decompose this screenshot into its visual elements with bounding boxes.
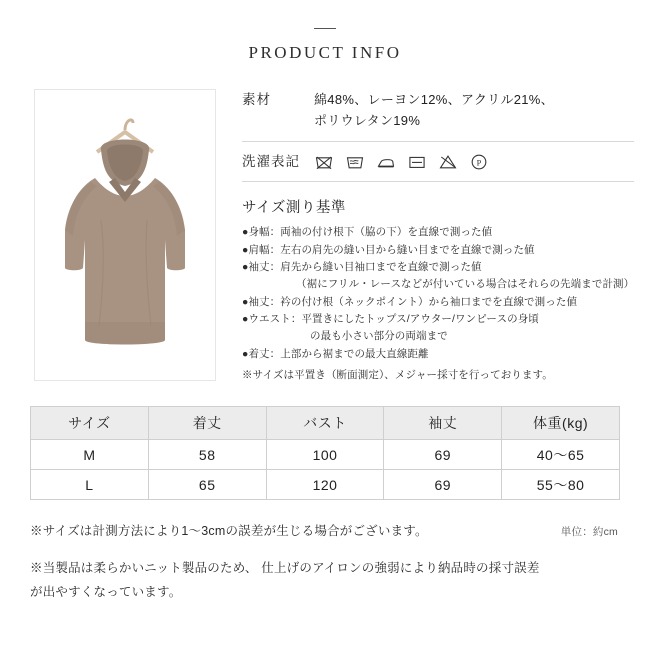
table-cell: 69 bbox=[384, 440, 502, 470]
table-cell: 65 bbox=[148, 470, 266, 500]
size-table-body bbox=[31, 440, 620, 500]
page-header bbox=[0, 0, 650, 63]
measure-guide-title: サイズ測り基準 bbox=[242, 200, 346, 217]
table-header-cell: バスト bbox=[266, 407, 384, 440]
note-knit-line1: ※当製品は柔らかいニット製品のため、 仕上げのアイロンの強弱により納品時の採寸誤差 bbox=[30, 561, 540, 576]
material-value-line2: ポリウレタン19% bbox=[314, 113, 421, 129]
material-value-line1: 綿48%、レーヨン12%、アクリル21%、 bbox=[314, 92, 554, 107]
table-cell: M bbox=[31, 440, 149, 470]
care-divider bbox=[242, 181, 634, 182]
care-icon-group bbox=[314, 151, 489, 172]
professional-care-p-icon bbox=[469, 152, 489, 172]
iron-icon bbox=[376, 152, 396, 172]
table-header-cell: サイズ bbox=[31, 407, 149, 440]
product-photo bbox=[34, 89, 216, 381]
table-header-row bbox=[31, 407, 620, 440]
measure-item: の最も小さい部分の両端まで bbox=[310, 330, 448, 343]
table-cell: 100 bbox=[266, 440, 384, 470]
header-divider-dash bbox=[314, 28, 336, 29]
table-cell: 55〜80 bbox=[502, 470, 620, 500]
measure-item: ●身幅：両袖の付け根下（脇の下）を直線で測った値 bbox=[242, 226, 493, 239]
size-table-head bbox=[31, 407, 620, 440]
footnotes bbox=[30, 520, 620, 603]
material-label: 素材 bbox=[242, 92, 271, 107]
table-header-cell: 袖丈 bbox=[384, 407, 502, 440]
page-title: PRODUCT INFO bbox=[248, 43, 402, 62]
material-value bbox=[314, 89, 554, 132]
note-tolerance: ※サイズは計測方法により1〜3cmの誤差が生じる場合がございます。 bbox=[30, 524, 428, 539]
no-tumble-dry-icon bbox=[407, 152, 427, 172]
size-table bbox=[30, 406, 620, 500]
care-label: 洗濯表記 bbox=[242, 153, 300, 169]
measure-item: ●着丈：上部から裾までの最大直線距離 bbox=[242, 347, 429, 360]
product-info-column bbox=[216, 89, 634, 384]
table-header-cell: 着丈 bbox=[148, 407, 266, 440]
measure-note: ※サイズは平置き（断面測定）、メジャー採寸を行っております。 bbox=[242, 368, 553, 381]
hooded-sweater-illustration bbox=[35, 90, 215, 380]
measure-item: ●袖丈：肩先から縫い目袖口までを直線で測った値 bbox=[242, 261, 482, 274]
table-cell: 58 bbox=[148, 440, 266, 470]
table-header-cell: 体重(kg) bbox=[502, 407, 620, 440]
svg-text:P: P bbox=[476, 158, 482, 168]
material-row bbox=[242, 89, 634, 141]
spec-divider bbox=[242, 141, 634, 142]
top-section bbox=[0, 89, 650, 384]
table-cell: 69 bbox=[384, 470, 502, 500]
hand-wash-icon bbox=[345, 152, 365, 172]
care-row bbox=[242, 151, 634, 182]
measure-item: ●肩幅：左右の肩先の縫い目から縫い目までを直線で測った値 bbox=[242, 243, 535, 256]
note-knit-block bbox=[30, 557, 620, 603]
no-wash-icon bbox=[314, 152, 334, 172]
measure-guide-list bbox=[242, 224, 634, 384]
table-cell: 40〜65 bbox=[502, 440, 620, 470]
measure-item: ●ウエスト：平置きにしたトップス/アウター/ワンピースの身頃 bbox=[242, 313, 539, 326]
table-cell: L bbox=[31, 470, 149, 500]
table-row bbox=[31, 440, 620, 470]
measure-item: （裾にフリル・レースなどが付いている場合はそれらの先端まで計測） bbox=[296, 278, 635, 291]
note-knit-line2: が出やすくなっています。 bbox=[30, 584, 182, 599]
table-row bbox=[31, 470, 620, 500]
measure-item: ●袖丈：衿の付け根（ネックポイント）から袖口までを直線で測った値 bbox=[242, 295, 578, 308]
table-cell: 120 bbox=[266, 470, 384, 500]
no-bleach-icon bbox=[438, 152, 458, 172]
unit-label: 単位：約cm bbox=[560, 526, 618, 539]
